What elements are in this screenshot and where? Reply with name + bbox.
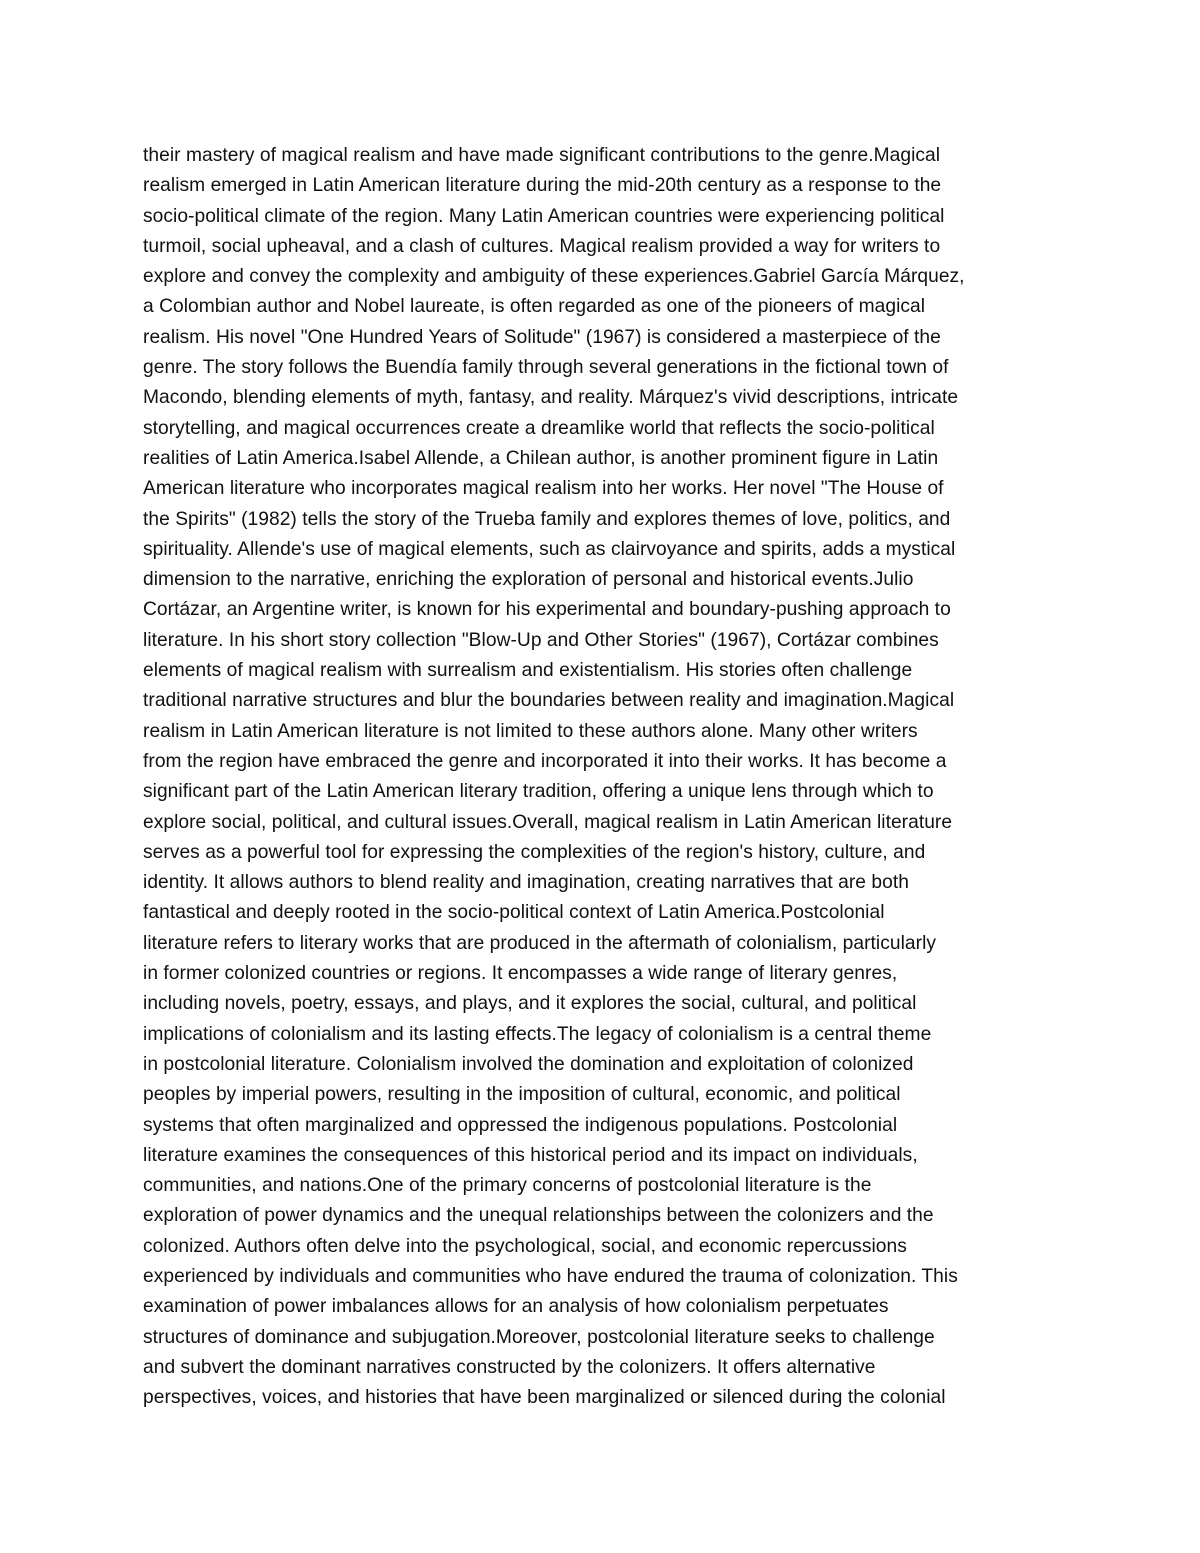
text-line: including novels, poetry, essays, and plays, and it explores the social, cultural, and political xyxy=(143,993,917,1015)
text-line: significant part of the Latin American literary tradition, offering a unique lens through which to xyxy=(143,781,934,803)
text-line: serves as a powerful tool for expressing the complexities of the region's history, culture, and xyxy=(143,841,926,863)
text-line: communities, and nations.One of the primary concerns of postcolonial literature is the xyxy=(143,1175,872,1197)
text-line: genre. The story follows the Buendía family through several generations in the fictional town of xyxy=(143,357,949,379)
text-line: Cortázar, an Argentine writer, is known for his experimental and boundary-pushing approach to xyxy=(143,599,951,621)
text-line: realism in Latin American literature is not limited to these authors alone. Many other writers xyxy=(143,720,918,742)
text-line: identity. It allows authors to blend reality and imagination, creating narratives that are both xyxy=(143,872,909,894)
text-line: spirituality. Allende's use of magical elements, such as clairvoyance and spirits, adds a mystical xyxy=(143,538,956,560)
text-line: from the region have embraced the genre and incorporated it into their works. It has become a xyxy=(143,750,947,772)
text-line: explore and convey the complexity and ambiguity of these experiences.Gabriel García Márquez, xyxy=(143,266,965,288)
text-line: and subvert the dominant narratives constructed by the colonizers. It offers alternative xyxy=(143,1356,876,1378)
text-line: literature. In his short story collection "Blow-Up and Other Stories" (1967), Cortázar combines xyxy=(143,629,939,651)
text-line: in former colonized countries or regions. It encompasses a wide range of literary genres, xyxy=(143,963,898,985)
text-line: realism. His novel "One Hundred Years of Solitude" (1967) is considered a masterpiece of the xyxy=(143,326,941,348)
text-line: perspectives, voices, and histories that have been marginalized or silenced during the colonial xyxy=(143,1387,946,1409)
text-line: in postcolonial literature. Colonialism involved the domination and exploitation of colonized xyxy=(143,1053,914,1075)
text-line: American literature who incorporates magical realism into her works. Her novel "The House of xyxy=(143,478,944,500)
text-line: literature refers to literary works that are produced in the aftermath of colonialism, particularly xyxy=(143,932,937,954)
text-line: storytelling, and magical occurrences create a dreamlike world that reflects the socio-political xyxy=(143,417,935,439)
text-line: implications of colonialism and its lasting effects.The legacy of colonialism is a central theme xyxy=(143,1023,932,1045)
text-line: colonized. Authors often delve into the psychological, social, and economic repercussions xyxy=(143,1235,907,1257)
text-line: elements of magical realism with surrealism and existentialism. His stories often challenge xyxy=(143,660,913,682)
text-line: systems that often marginalized and oppressed the indigenous populations. Postcolonial xyxy=(143,1114,898,1136)
text-line: examination of power imbalances allows for an analysis of how colonialism perpetuates xyxy=(143,1296,889,1318)
text-line: explore social, political, and cultural issues.Overall, magical realism in Latin American literature xyxy=(143,811,953,833)
text-line: traditional narrative structures and blur the boundaries between reality and imagination.Magical xyxy=(143,690,955,712)
text-line: turmoil, social upheaval, and a clash of cultures. Magical realism provided a way for writers to xyxy=(143,235,941,257)
text-line: structures of dominance and subjugation.Moreover, postcolonial literature seeks to challenge xyxy=(143,1326,935,1348)
text-line: peoples by imperial powers, resulting in the imposition of cultural, economic, and political xyxy=(143,1084,901,1106)
text-line: a Colombian author and Nobel laureate, is often regarded as one of the pioneers of magical xyxy=(143,296,926,318)
text-line: exploration of power dynamics and the unequal relationships between the colonizers and the xyxy=(143,1205,934,1227)
body-text xyxy=(143,141,1083,1413)
text-line: realism emerged in Latin American literature during the mid-20th century as a response to the xyxy=(143,175,942,197)
text-line: Macondo, blending elements of myth, fantasy, and reality. Márquez's vivid descriptions, intricate xyxy=(143,387,959,409)
text-line: the Spirits" (1982) tells the story of the Trueba family and explores themes of love, politics, and xyxy=(143,508,951,530)
text-line: dimension to the narrative, enriching the exploration of personal and historical events.Julio xyxy=(143,569,914,591)
text-line: realities of Latin America.Isabel Allende, a Chilean author, is another prominent figure in Latin xyxy=(143,447,939,469)
text-line: literature examines the consequences of this historical period and its impact on individuals, xyxy=(143,1144,918,1166)
text-line: fantastical and deeply rooted in the socio-political context of Latin America.Postcolonial xyxy=(143,902,885,924)
text-line: socio-political climate of the region. Many Latin American countries were experiencing political xyxy=(143,205,945,227)
text-line: experienced by individuals and communities who have endured the trauma of colonization. This xyxy=(143,1265,958,1287)
text-line: their mastery of magical realism and have made significant contributions to the genre.Magical xyxy=(143,145,941,166)
